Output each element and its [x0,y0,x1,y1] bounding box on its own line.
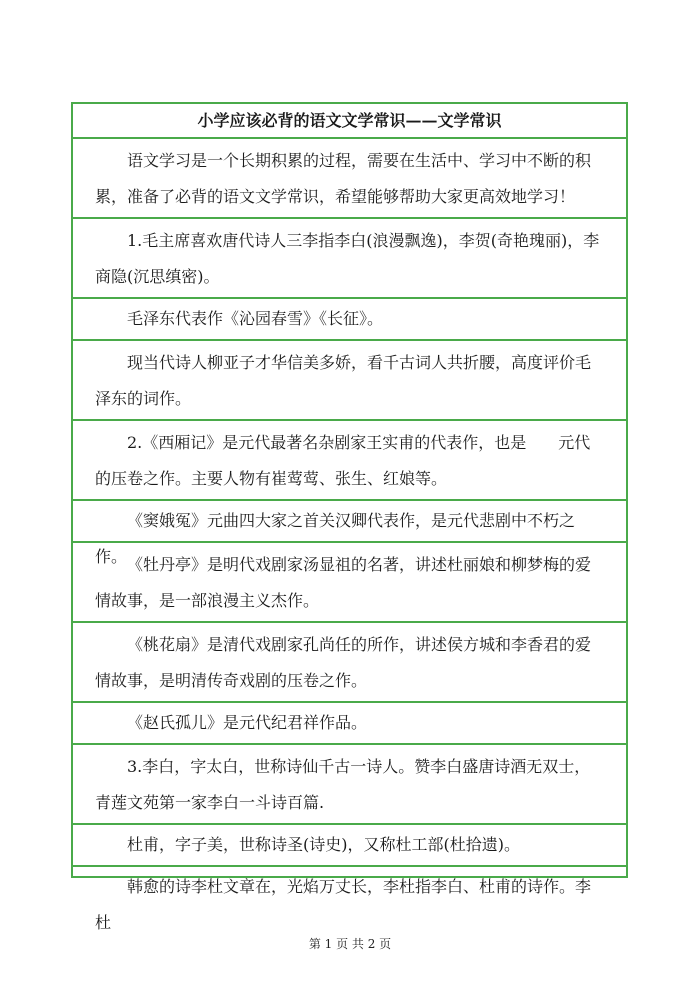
paragraph-item-2: 2.《西厢记》是元代最著名杂剧家王实甫的代表作，也是 元代的压卷之作。主要人物有崔莺莺、张生、红娘等。 [73,419,626,499]
paragraph-du-fu: 杜甫，字子美，世称诗圣(诗史)，又称杜工部(杜拾遗)。 [73,823,626,865]
paragraph-dou-e: 《窦娥冤》元曲四大家之首关汉卿代表作，是元代悲剧中不朽之作。 [73,499,626,541]
paragraph-intro: 语文学习是一个长期积累的过程，需要在生活中、学习中不断的积累，准备了必背的语文文学常识，希望能够帮助大家更高效地学习！ [73,137,626,217]
page-footer: 第 1 页 共 2 页 [308,937,392,951]
paragraph-liu-yazi: 现当代诗人柳亚子才华信美多娇，看千古词人共折腰，高度评价毛泽东的词作。 [73,339,626,419]
paragraph-han-yu: 韩愈的诗李杜文章在，光焰万丈长，李杜指李白、杜甫的诗作。李杜 [73,865,626,878]
paragraph-peach-blossom-fan: 《桃花扇》是清代戏剧家孔尚任的所作，讲述侯方城和李香君的爱情故事，是明清传奇戏剧的压卷之作。 [73,621,626,701]
paragraph-peony-pavilion: 《牡丹亭》是明代戏剧家汤显祖的名著，讲述杜丽娘和柳梦梅的爱情故事，是一部浪漫主义杰作。 [73,541,626,621]
paragraph-item-1: 1.毛主席喜欢唐代诗人三李指李白(浪漫飘逸)，李贺(奇艳瑰丽)，李商隐(沉思缜密)。 [73,217,626,297]
document-title: 小学应该必背的语文文学常识——文学常识 [197,111,502,130]
paragraph-mao-works: 毛泽东代表作《沁园春雪》《长征》。 [73,297,626,339]
paragraph-item-3: 3.李白，字太白，世称诗仙千古一诗人。赞李白盛唐诗酒无双士，青莲文苑第一家李白一斗诗百篇. [73,743,626,823]
document-table [71,102,628,932]
paragraph-zhao-orphan: 《赵氏孤儿》是元代纪君祥作品。 [73,701,626,743]
